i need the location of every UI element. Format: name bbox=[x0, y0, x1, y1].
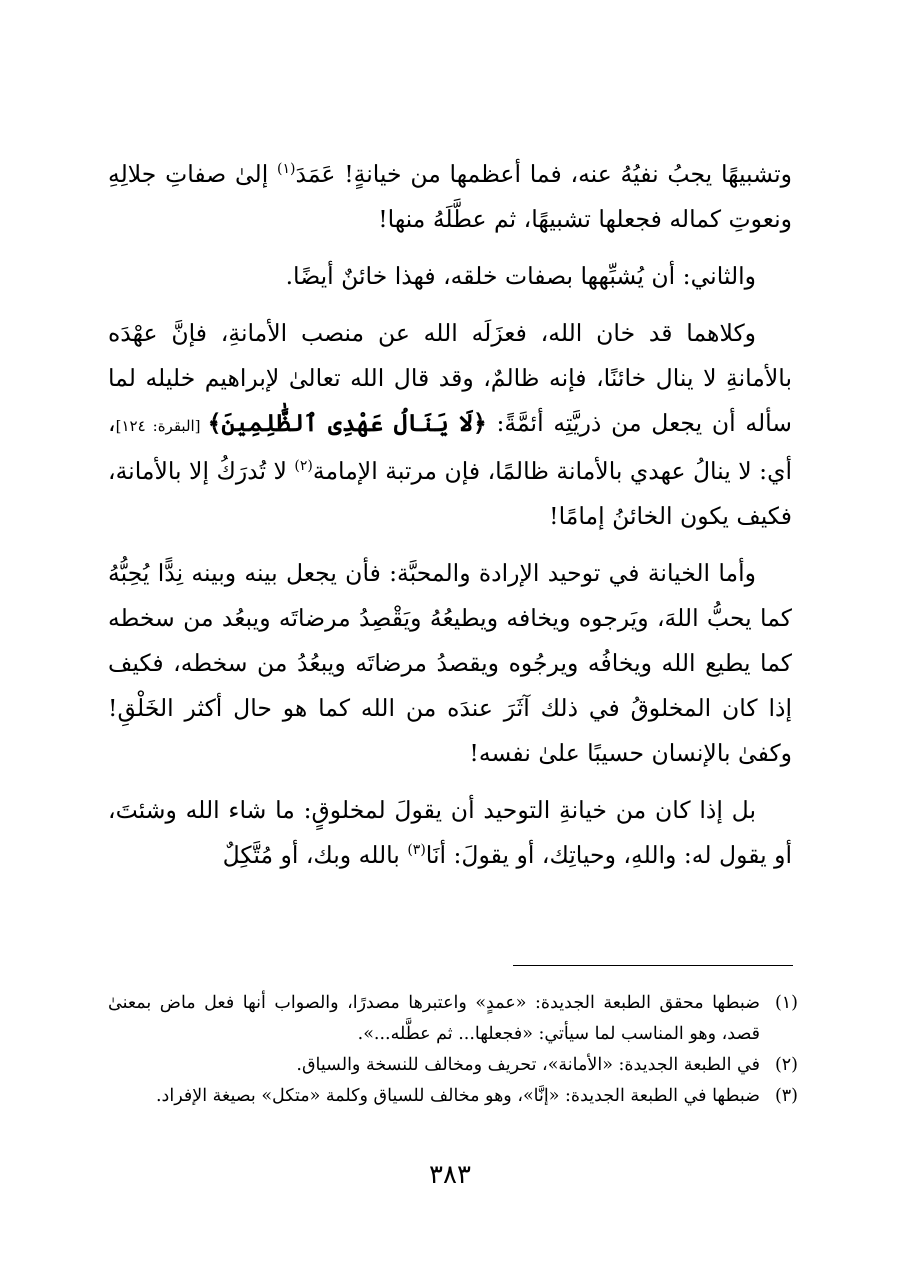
paragraph-text: بل إذا كان من خيانةِ التوحيد أن يقولَ لمخلوقٍ: ما شاء الله وشئتَ، أو يقول له: واللهِ، وحياتِك، أو يقولَ: أنَا bbox=[108, 796, 792, 869]
paragraph-text: وكلاهما قد خان الله، فعزَلَه الله عن منصب الأمانةِ، فإنَّ عهْدَه بالأمانةِ لا ينال خائنًا، فإنه ظالمٌ، وقد قال الله تعالىٰ لإبراهيم خليله لما سأله أن يجعل من ذريَّتِه أئمَّةً: bbox=[108, 319, 792, 437]
footnote-marker: (٣) bbox=[407, 842, 426, 859]
footnote-text: في الطبعة الجديدة: «الأمانة»، تحريف ومخالف للنسخة والسياق. bbox=[296, 1055, 760, 1075]
footnote-separator bbox=[513, 965, 793, 966]
footnote-text: ضبطها في الطبعة الجديدة: «إنَّا»، وهو مخالف للسياق وكلمة «متكل» بصيغة الإفراد. bbox=[155, 1086, 760, 1106]
footnote bbox=[108, 1050, 798, 1081]
footnote-number: (٢) bbox=[774, 1055, 798, 1075]
footnote-marker: (١) bbox=[277, 161, 296, 178]
footnote-number: (٣) bbox=[774, 1086, 798, 1106]
footnote-marker: (٢) bbox=[294, 458, 313, 475]
footnote bbox=[108, 1081, 798, 1112]
verse-reference: [البقرة: ١٢٤] bbox=[115, 417, 208, 435]
paragraph bbox=[108, 551, 792, 776]
paragraph-text: ، أي: لا ينالُ عهدي بالأمانة ظالمًا، فإن مرتبة الإمامة bbox=[108, 409, 792, 485]
footnotes bbox=[108, 988, 798, 1112]
paragraph bbox=[108, 152, 792, 242]
paragraph bbox=[108, 254, 792, 299]
paragraph-text: إلىٰ صفاتِ جلالِهِ ونعوتِ كماله فجعلها تشبيهًا، ثم عطَّلَهُ منها! bbox=[108, 160, 792, 233]
paragraph-text: بالله وبك، أو مُتَّكِلٌ bbox=[222, 841, 408, 869]
quran-verse: ﴿لَا يَنَالُ عَهْدِى ٱلظَّٰلِمِينَ﴾ bbox=[207, 409, 487, 437]
paragraph-text: وتشبيهًا يجبُ نفيُهُ عنه، فما أعظمها من خيانةٍ! عَمَدَ bbox=[295, 160, 793, 188]
footnote-number: (١) bbox=[774, 993, 798, 1013]
footnote bbox=[108, 988, 798, 1050]
footnote-text: ضبطها محقق الطبعة الجديدة: «عمدٍ» واعتبرها مصدرًا، والصواب أنها فعل ماض بمعنىٰ قصد، وهو المناسب لما سيأتي: «فجعلها... ثم عطَّله...». bbox=[108, 993, 760, 1044]
paragraph-text: لا تُدرَكُ إلا بالأمانة، فكيف يكون الخائنُ إمامًا! bbox=[108, 457, 792, 530]
main-text bbox=[108, 152, 792, 890]
paragraph bbox=[108, 788, 792, 878]
page-number: ٣٨٣ bbox=[429, 1160, 471, 1190]
paragraph-text: وأما الخيانة في توحيد الإرادة والمحبَّة: فأن يجعل بينه وبينه نِدًّا يُحِبُّهُ كما يحبُّ اللهَ، ويَرجوه ويخافه ويطيعُهُ ويَقْصِدُ مرضاتَه ويبعُد من سخطه كما يطيع الله ويخافُه ويرجُوه ويقصدُ مرضاتَه ويبعُدُ من سخطه، فكيف إذا كان المخلوقُ في ذلك آثَرَ عندَه من الله كما هو حال أكثر الخَلْقِ! وكفىٰ بالإنسان حسيبًا علىٰ نفسه! bbox=[108, 559, 792, 767]
paragraph-text: والثاني: أن يُشبِّهها بصفات خلقه، فهذا خائنٌ أيضًا. bbox=[285, 262, 756, 290]
paragraph bbox=[108, 311, 792, 539]
